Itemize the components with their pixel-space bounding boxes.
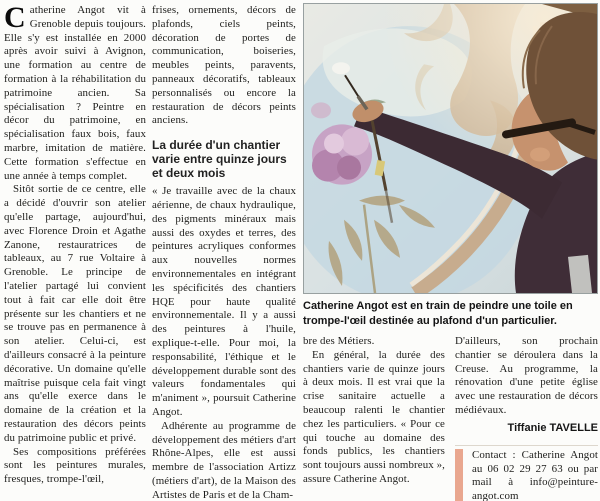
cheek-highlight bbox=[530, 147, 550, 161]
article-right-zone bbox=[303, 3, 598, 501]
paragraph: « Je travaille avec de la chaux aérienne, de chaux hydraulique, des pigments minéraux mais aussi des oxydes et terres, des peintures acryliques conformes aux nouvelles normes environnementales en intégrant les spécificités des chantiers HQE pour haute qualité environnementale. Il y a aussi des peintures à l'huile, explique-t-elle. Pour moi, la responsabilité, l'éthique et le développement durable sont des valeurs fondamentales qui m'animent », poursuit Catherine Angot. bbox=[152, 185, 296, 418]
drop-cap: C bbox=[4, 1, 26, 34]
article-photo-illustration bbox=[304, 4, 597, 293]
paragraph-text: atherine Angot vit à Grenoble depuis toujours. Elle s'y est installée en 2000 après avoir suivi à Avignon, une formation au centre de formation à la réhabilitation du patrimoine ancien. Sa spécialisation ? Peintre en décor du patrimoine, en spécialisation faux bois, faux marbre, imitation de matière. Cette formation s'effectue en une année à temps complet. bbox=[4, 4, 146, 182]
article-column-2 bbox=[152, 4, 296, 501]
paragraph: En général, la durée des chantiers varie de quinze jours à deux mois. Il est vrai que la crise sanitaire actuelle a beaucoup ralenti le chantier chez les particuliers. « Pour ce qui touche au domaine des fonds publics, les chantiers sont toujours aussi nombreux », assure Catherine Angot. bbox=[303, 348, 445, 485]
article-photo bbox=[303, 3, 598, 294]
photo-caption: Catherine Angot est en train de peindre une toile en trompe-l'œil destinée au plafond d'un particulier. bbox=[303, 300, 573, 327]
paint-spot bbox=[332, 62, 350, 74]
paragraph: Adhérente au programme de développement des métiers d'art Rhône-Alpes, elle est aussi membre de l'association Artizz (métiers d'art), de la Maison des Artistes de Paris et de la Cham- bbox=[152, 419, 296, 501]
paragraph: Sitôt sortie de ce centre, elle a décidé d'ouvrir son atelier qu'elle partage, aujourd'hui, avec Florence Droin et Agathe Zanone, restauratrices de tableaux, au 7 rue Voltaire à Grenoble. Le principe de l'atelier partagé lui convient tout à fait car elle doit être présente sur les chantiers et ne se trouve pas en permanence à son atelier. Celui-ci, est d'ailleurs consacré à la peinture décorative. Un domaine qu'elle maîtrise puisque cela fait vingt ans qu'elle exerce dans le domaine de la création et la restauration des décors peints du patrimoine public et privé. bbox=[4, 183, 146, 444]
article-column-3 bbox=[303, 335, 445, 501]
paragraph: bre des Métiers. bbox=[303, 335, 375, 347]
paragraph: frises, ornements, décors de plafonds, ciels peints, décoration de portes de communication, boiseries, meubles peints, paravents, panneaux décoratifs, tableaux personnalisés ou encore la restauration de décors peints anciens. bbox=[152, 4, 296, 127]
lower-columns bbox=[303, 335, 598, 501]
paragraph: D'ailleurs, son prochain chantier se déroulera dans la Creuse. Au programme, la rénovation d'une petite église avec une restauration de décors médiévaux. bbox=[455, 335, 598, 416]
apron-strap bbox=[568, 255, 592, 293]
contact-info: Contact : Catherine Angot au 06 02 29 27 63 ou par mail à info@peinture-angot.com bbox=[472, 448, 598, 501]
paragraph: Ses compositions préférées sont les peintures murales, fresques, trompe-l'œil, bbox=[4, 445, 146, 486]
contact-box bbox=[455, 445, 598, 501]
article-column-1 bbox=[4, 1, 146, 487]
author-byline: Tiffanie TAVELLE bbox=[507, 421, 598, 434]
paragraph bbox=[4, 1, 146, 183]
article-column-4 bbox=[455, 335, 598, 501]
section-subhead: La durée d'un chantier varie entre quinze jours et deux mois bbox=[152, 138, 287, 181]
contact-accent-bar bbox=[455, 449, 463, 501]
